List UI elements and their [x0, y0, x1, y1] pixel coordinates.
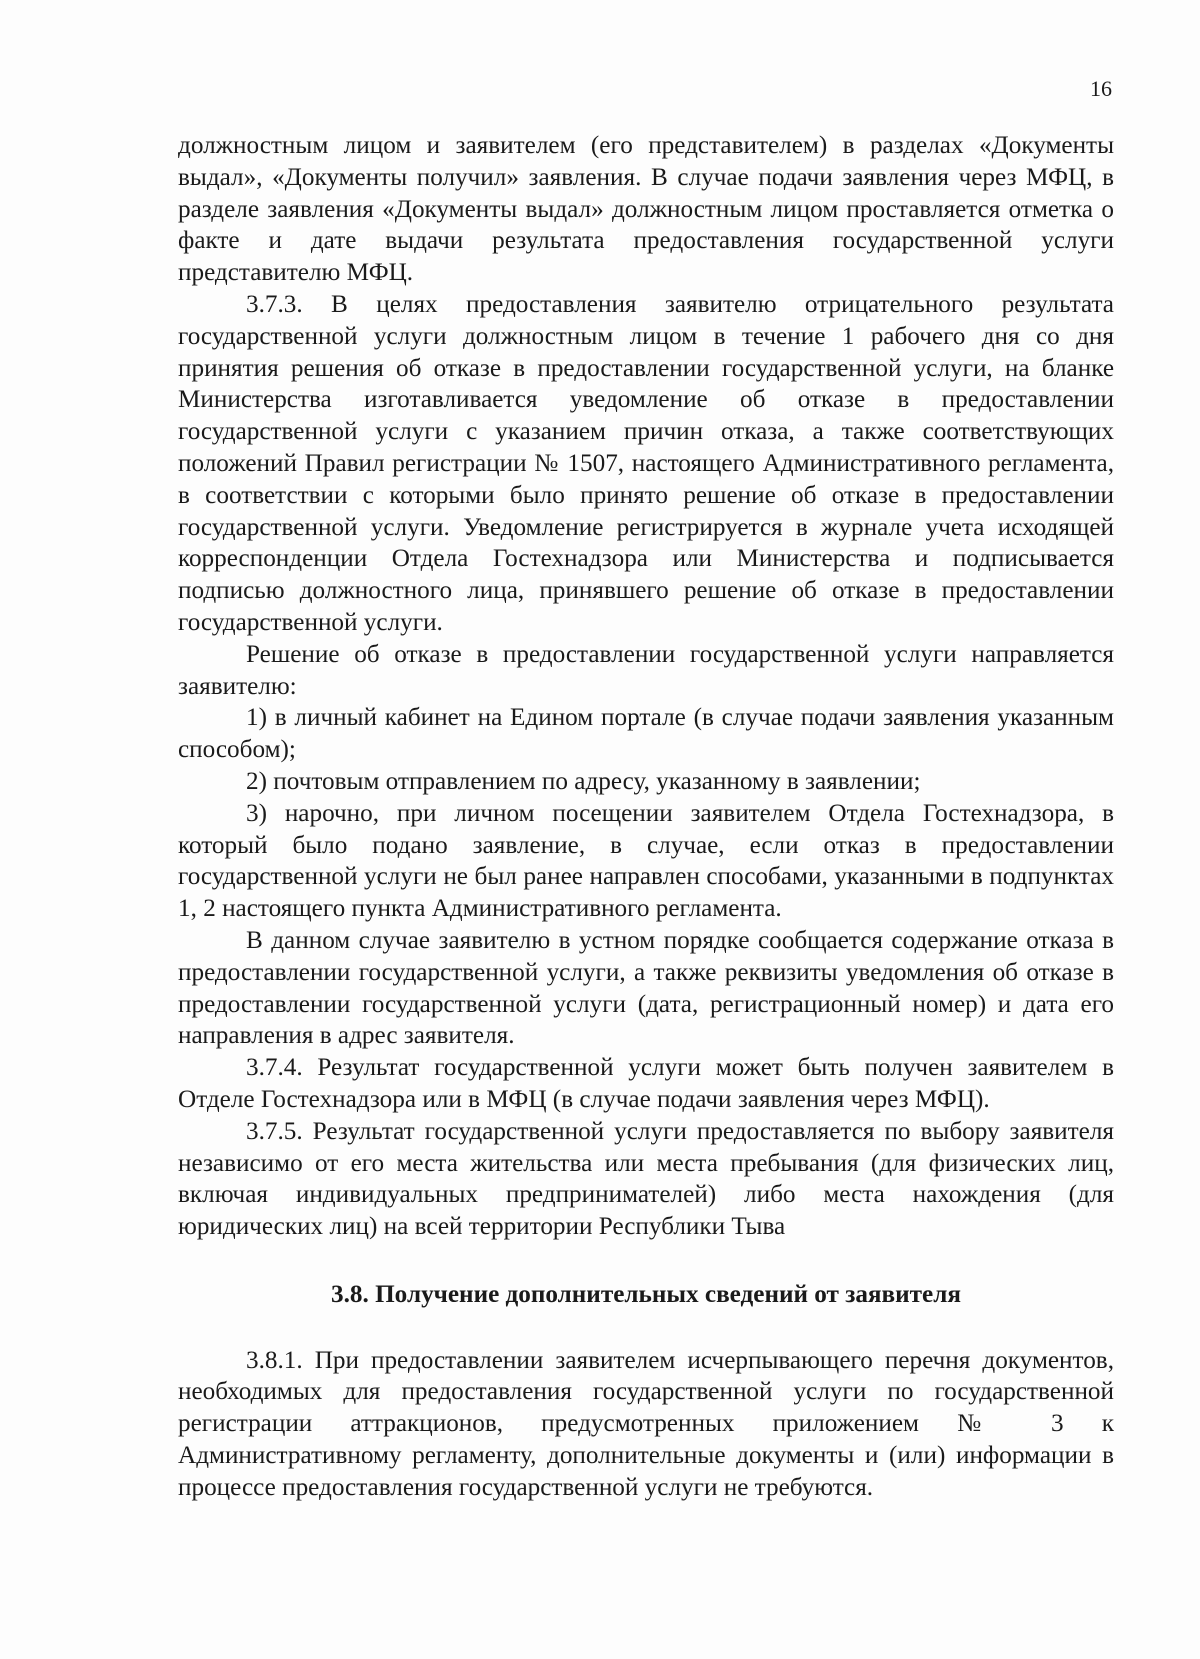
- list-item-3: 3) нарочно, при личном посещении заявителем Отдела Гостехнадзора, в который было подано заявление, в случае, если отказ в предоставлении государственной услуги не был ранее направлен способами, указанными в подпунктах 1, 2 настоящего пункта Административного регламента.: [178, 799, 1114, 923]
- section-heading-3-8: 3.8. Получение дополнительных сведений от заявителя: [331, 1280, 961, 1308]
- list-item-2: 2) почтовым отправлением по адресу, указанному в заявлении;: [246, 767, 921, 795]
- paragraph-3-8-1: 3.8.1. При предоставлении заявителем исчерпывающего перечня документов, необходимых для предоставления государственной услуги по государственной регистрации аттракционов, предусмотренных приложением № 3 к Административному регламенту, дополнительные документы и (или) информации в процессе предоставления государственной услуги не требуются.: [178, 1346, 1114, 1501]
- paragraph-continuation: должностным лицом и заявителем (его представителем) в разделах «Документы выдал», «Документы получил» заявления. В случае подачи заявления через МФЦ, в разделе заявления «Документы выдал» должностным лицом проставляется отметка о факте и дате выдачи результата предоставления государственной услуги представителю МФЦ.: [178, 132, 1114, 287]
- document-body: [178, 130, 1114, 1504]
- paragraph-3-7-3: 3.7.3. В целях предоставления заявителю отрицательного результата государственной услуги должностным лицом в течение 1 рабочего дня со дня принятия решения об отказе в предоставлении государственной услуги, на бланке Министерства изготавливается уведомление об отказе в предоставлении государственной услуги с указанием причин отказа, а также соответствующих положений Правил регистрации № 1507, настоящего Административного регламента, в соответствии с которыми было принято решение об отказе в предоставлении государственной услуги. Уведомление регистрируется в журнале учета исходящей корреспонденции Отдела Гостехнадзора или Министерства и подписывается подписью должностного лица, принявшего решение об отказе в предоставлении государственной услуги.: [178, 290, 1114, 636]
- paragraph-refusal-decision: Решение об отказе в предоставлении государственной услуги направляется заявителю:: [178, 640, 1114, 700]
- paragraph-3-7-5: 3.7.5. Результат государственной услуги предоставляется по выбору заявителя независимо от его места жительства или места пребывания (для физических лиц, включая индивидуальных предпринимателей) либо места нахождения (для юридических лиц) на всей территории Республики Тыва: [178, 1117, 1114, 1241]
- list-item-1: 1) в личный кабинет на Едином портале (в случае подачи заявления указанным способом);: [178, 704, 1114, 764]
- paragraph-3-7-4: 3.7.4. Результат государственной услуги может быть получен заявителем в Отделе Гостехнадзора или в МФЦ (в случае подачи заявления через МФЦ).: [178, 1054, 1114, 1113]
- page-number: 16: [1090, 76, 1112, 101]
- paragraph-oral-notice: В данном случае заявителю в устном порядке сообщается содержание отказа в предоставлении государственной услуги, а также реквизиты уведомления об отказе в предоставлении государственной услуги (дата, регистрационный номер) и дата его направления в адрес заявителя.: [178, 926, 1114, 1050]
